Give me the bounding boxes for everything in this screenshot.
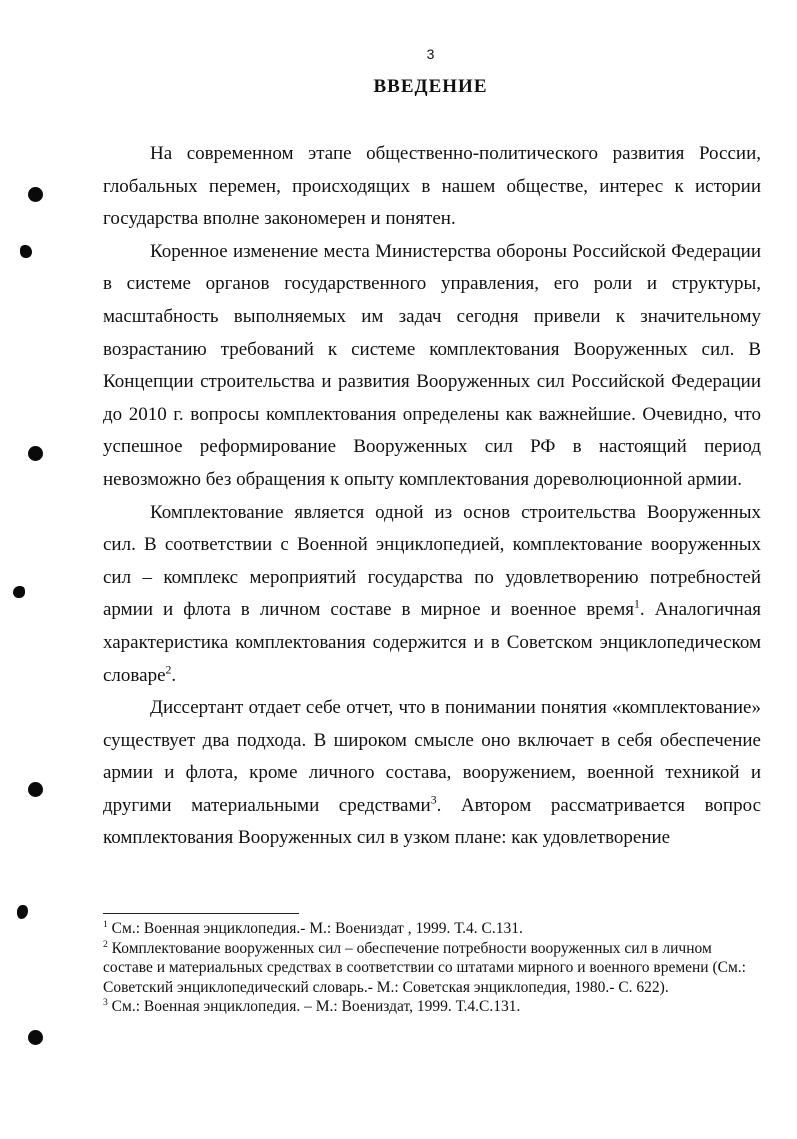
punch-hole bbox=[28, 1030, 43, 1045]
footnote-divider bbox=[103, 913, 299, 914]
paragraph: Диссертант отдает себе отчет, что в понимании понятия «комплектование» существует два подхода. В широком смысле оно включает в себя обеспечение армии и флота, кроме личного состава, вооружением, военной техникой и другими материальными средствами$^3$. Автором рассматривается вопрос комплектования Вооруженных сил в узком плане: как удовлетворение bbox=[103, 697, 762, 849]
punch-hole-mark bbox=[17, 905, 28, 919]
footnote-ref: 1 bbox=[634, 597, 640, 611]
paragraph: На современном этапе общественно-политического развития России, глобальных перемен, происходящих в нашем обществе, интерес к истории государства вполне закономерен и понятен. bbox=[103, 143, 761, 230]
document-body bbox=[103, 138, 761, 855]
paragraph: Коренное изменение места Министерства обороны Российской Федерации в системе органов государственного управления, его роли и структуры, масштабность выполняемых им задач сегодня привели к значительному возрастанию требований к системе комплектования Вооруженных сил. В Концепции строительства и развития Вооруженных сил Российской Федерации до 2010 г. вопросы комплектования определены как важнейшие. Очевидно, что успешное реформирование Вооруженных сил РФ в настоящий период невозможно без обращения к опыту комплектования дореволюционной армии. bbox=[103, 240, 761, 490]
footnote-ref: 2 bbox=[165, 663, 172, 677]
footnote: $^1$ См.: Военная энциклопедия.- М.: Воениздат , 1999. Т.4. С.131. bbox=[103, 918, 523, 937]
punch-hole bbox=[28, 187, 43, 202]
footnotes bbox=[103, 919, 763, 1017]
punch-hole-mark bbox=[20, 245, 32, 258]
paragraph: Комплектование является одной из основ строительства Вооруженных сил. В соответствии с Военной энциклопедией, комплектование вооруженных сил – комплекс мероприятий государства по удовлетворению потребностей армии и флота в личном составе в мирное и военное время$^1$. Аналогичная характеристика комплектования содержится и в Советском энциклопедическом словаре$^2$. bbox=[103, 501, 762, 686]
footnote: $^2$ Комплектование вооруженных сил – обеспечение потребности вооруженных сил в личном составе и материальных средствах в соответствии со штатами мирного и военного времени (См.: Советский энциклопедический словарь.- М.: Советская энциклопедия, 1980.- С. 622). bbox=[103, 938, 746, 996]
footnote-ref: 3 bbox=[430, 793, 437, 807]
punch-hole bbox=[28, 446, 43, 461]
punch-hole bbox=[28, 782, 43, 797]
page-number: 3 bbox=[426, 46, 435, 62]
punch-hole-mark bbox=[13, 586, 25, 598]
footnote: $^3$ См.: Военная энциклопедия. – М.: Воениздат, 1999. Т.4.С.131. bbox=[103, 997, 521, 1016]
page-title: ВВЕДЕНИЕ bbox=[373, 76, 488, 97]
